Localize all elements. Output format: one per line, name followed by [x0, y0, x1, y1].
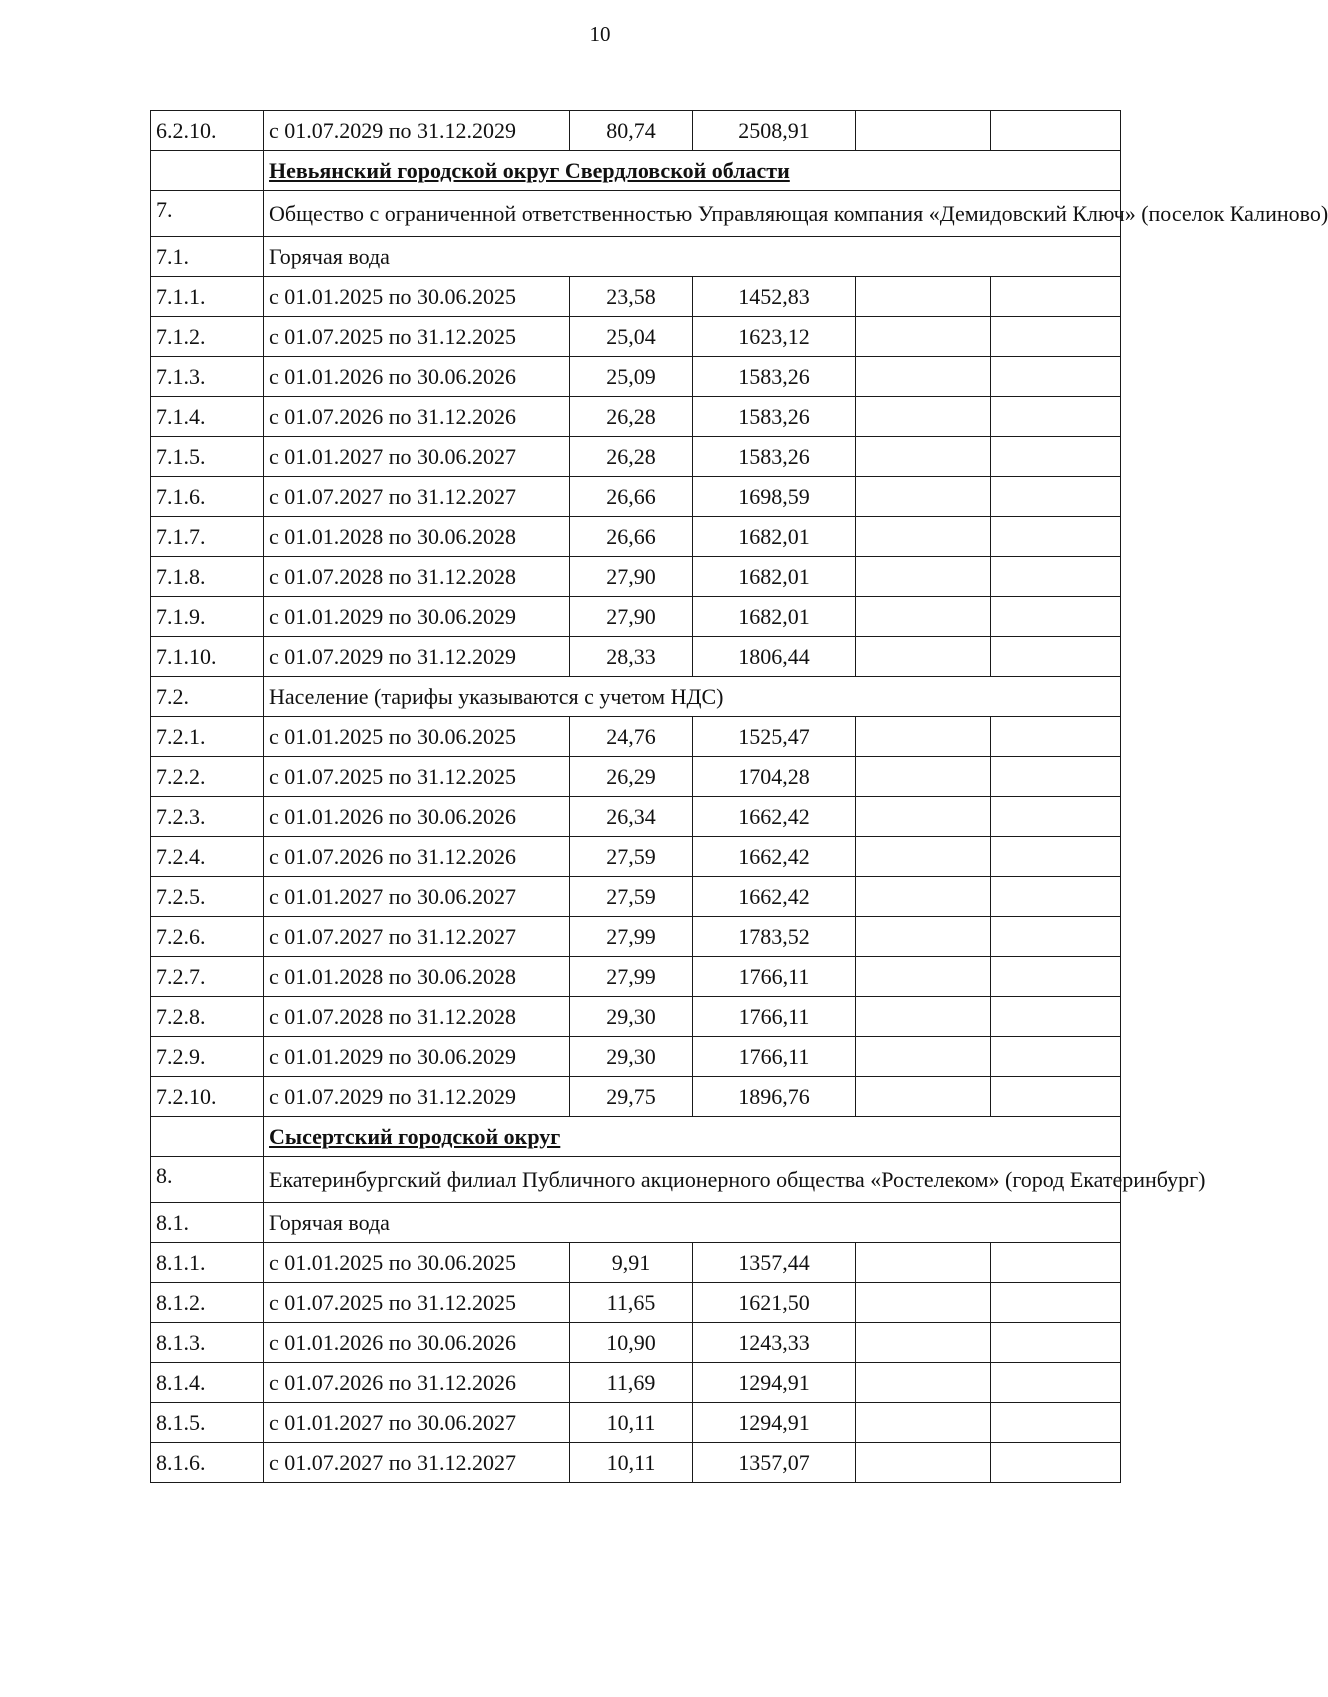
table-row	[151, 277, 1121, 317]
rate-cell: 26,34	[570, 797, 693, 837]
empty-cell	[991, 1037, 1121, 1077]
table-row	[151, 1077, 1121, 1117]
empty-cell	[991, 517, 1121, 557]
empty-cell	[856, 357, 991, 397]
empty-cell	[991, 111, 1121, 151]
period-cell: с 01.01.2027 по 30.06.2027	[264, 437, 570, 477]
row-number: 7.2.7.	[151, 957, 264, 997]
empty-cell	[991, 397, 1121, 437]
row-number: 7.1.8.	[151, 557, 264, 597]
price-cell: 1294,91	[693, 1363, 856, 1403]
row-number: 7.1.2.	[151, 317, 264, 357]
price-cell: 1452,83	[693, 277, 856, 317]
rate-cell: 27,90	[570, 597, 693, 637]
rate-cell: 11,65	[570, 1283, 693, 1323]
empty-cell	[856, 1077, 991, 1117]
table-row	[151, 597, 1121, 637]
group-title: Горячая вода	[264, 237, 1121, 277]
rate-cell: 10,11	[570, 1403, 693, 1443]
row-number: 8.1.	[151, 1203, 264, 1243]
period-cell: с 01.01.2027 по 30.06.2027	[264, 1403, 570, 1443]
group-row	[151, 1203, 1121, 1243]
table-row	[151, 757, 1121, 797]
row-number: 7.1.1.	[151, 277, 264, 317]
tariff-table	[150, 110, 1328, 1483]
period-cell: с 01.01.2025 по 30.06.2025	[264, 277, 570, 317]
period-cell: с 01.01.2026 по 30.06.2026	[264, 797, 570, 837]
empty-cell	[856, 517, 991, 557]
price-cell: 1662,42	[693, 837, 856, 877]
price-cell: 1682,01	[693, 597, 856, 637]
price-cell: 1243,33	[693, 1323, 856, 1363]
empty-cell	[991, 717, 1121, 757]
table-row	[151, 1037, 1121, 1077]
price-cell: 1662,42	[693, 877, 856, 917]
empty-cell	[856, 1323, 991, 1363]
table-row	[151, 111, 1121, 151]
empty-cell	[991, 557, 1121, 597]
rate-cell: 28,33	[570, 637, 693, 677]
period-cell: с 01.07.2026 по 31.12.2026	[264, 397, 570, 437]
table-row	[151, 797, 1121, 837]
period-cell: с 01.07.2027 по 31.12.2027	[264, 477, 570, 517]
empty-cell	[991, 1363, 1121, 1403]
empty-cell	[856, 597, 991, 637]
period-cell: с 01.07.2029 по 31.12.2029	[264, 1077, 570, 1117]
table-row	[151, 1403, 1121, 1443]
organization-name: Общество с ограниченной ответственностью Управляющая компания «Демидовский Ключ» (поселок Калиново)	[264, 191, 1121, 237]
period-cell: с 01.07.2027 по 31.12.2027	[264, 917, 570, 957]
empty-cell	[991, 597, 1121, 637]
table-row	[151, 1443, 1121, 1483]
price-cell: 1766,11	[693, 1037, 856, 1077]
price-cell: 1896,76	[693, 1077, 856, 1117]
section-row	[151, 151, 1121, 191]
row-number: 7.2.4.	[151, 837, 264, 877]
period-cell: с 01.07.2026 по 31.12.2026	[264, 1363, 570, 1403]
rate-cell: 23,58	[570, 277, 693, 317]
price-cell: 1357,44	[693, 1243, 856, 1283]
rate-cell: 10,90	[570, 1323, 693, 1363]
empty-cell	[856, 277, 991, 317]
price-cell: 1783,52	[693, 917, 856, 957]
group-title: Население (тарифы указываются с учетом НДС)	[264, 677, 1121, 717]
empty-cell	[856, 1363, 991, 1403]
period-cell: с 01.01.2025 по 30.06.2025	[264, 717, 570, 757]
organization-row	[151, 1157, 1121, 1203]
row-number: 8.1.4.	[151, 1363, 264, 1403]
period-cell: с 01.07.2029 по 31.12.2029	[264, 111, 570, 151]
empty-cell	[856, 917, 991, 957]
rate-cell: 26,66	[570, 517, 693, 557]
table-row	[151, 877, 1121, 917]
rate-cell: 29,30	[570, 997, 693, 1037]
empty-cell	[991, 357, 1121, 397]
empty-cell	[991, 1077, 1121, 1117]
table-row	[151, 917, 1121, 957]
empty-cell	[856, 637, 991, 677]
empty-cell	[856, 437, 991, 477]
table-row	[151, 517, 1121, 557]
rate-cell: 29,30	[570, 1037, 693, 1077]
row-number: 7.2.3.	[151, 797, 264, 837]
period-cell: с 01.07.2026 по 31.12.2026	[264, 837, 570, 877]
table-row	[151, 957, 1121, 997]
period-cell: с 01.01.2027 по 30.06.2027	[264, 877, 570, 917]
rate-cell: 11,69	[570, 1363, 693, 1403]
empty-cell	[991, 1443, 1121, 1483]
rate-cell: 26,28	[570, 397, 693, 437]
price-cell: 2508,91	[693, 111, 856, 151]
empty-cell	[991, 757, 1121, 797]
period-cell: с 01.01.2029 по 30.06.2029	[264, 1037, 570, 1077]
row-number: 7.1.	[151, 237, 264, 277]
row-number: 7.2.8.	[151, 997, 264, 1037]
section-row	[151, 1117, 1121, 1157]
row-number: 7.2.6.	[151, 917, 264, 957]
period-cell: с 01.07.2025 по 31.12.2025	[264, 757, 570, 797]
empty-cell	[856, 997, 991, 1037]
empty-cell	[991, 637, 1121, 677]
empty-cell	[991, 957, 1121, 997]
table-row	[151, 1243, 1121, 1283]
table-row	[151, 997, 1121, 1037]
period-cell: с 01.01.2029 по 30.06.2029	[264, 597, 570, 637]
price-cell: 1621,50	[693, 1283, 856, 1323]
empty-cell	[151, 1117, 264, 1157]
period-cell: с 01.07.2027 по 31.12.2027	[264, 1443, 570, 1483]
table-row	[151, 557, 1121, 597]
price-cell: 1583,26	[693, 437, 856, 477]
rate-cell: 27,99	[570, 957, 693, 997]
rate-cell: 9,91	[570, 1243, 693, 1283]
rate-cell: 25,09	[570, 357, 693, 397]
period-cell: с 01.07.2029 по 31.12.2029	[264, 637, 570, 677]
row-number: 7.1.3.	[151, 357, 264, 397]
price-cell: 1806,44	[693, 637, 856, 677]
page-number: 10	[589, 22, 611, 46]
row-number: 7.1.7.	[151, 517, 264, 557]
table-row	[151, 1363, 1121, 1403]
rate-cell: 27,59	[570, 837, 693, 877]
price-cell: 1766,11	[693, 957, 856, 997]
row-number: 8.1.6.	[151, 1443, 264, 1483]
rate-cell: 26,28	[570, 437, 693, 477]
empty-cell	[991, 1283, 1121, 1323]
price-cell: 1682,01	[693, 557, 856, 597]
empty-cell	[856, 957, 991, 997]
price-cell: 1525,47	[693, 717, 856, 757]
section-title: Невьянский городской округ Свердловской области	[264, 151, 1121, 191]
row-number: 7.2.9.	[151, 1037, 264, 1077]
empty-cell	[991, 277, 1121, 317]
row-number: 7.1.5.	[151, 437, 264, 477]
empty-cell	[991, 1243, 1121, 1283]
table-row	[151, 837, 1121, 877]
price-cell: 1662,42	[693, 797, 856, 837]
empty-cell	[856, 557, 991, 597]
row-number: 8.	[151, 1157, 264, 1203]
empty-cell	[856, 111, 991, 151]
table-row	[151, 437, 1121, 477]
row-number: 7.1.6.	[151, 477, 264, 517]
period-cell: с 01.01.2026 по 30.06.2026	[264, 1323, 570, 1363]
row-number: 7.	[151, 191, 264, 237]
price-cell: 1583,26	[693, 397, 856, 437]
row-number: 8.1.1.	[151, 1243, 264, 1283]
period-cell: с 01.01.2025 по 30.06.2025	[264, 1243, 570, 1283]
row-number: 7.2.	[151, 677, 264, 717]
period-cell: с 01.07.2025 по 31.12.2025	[264, 1283, 570, 1323]
section-title: Сысертский городской округ	[264, 1117, 1121, 1157]
table-row	[151, 717, 1121, 757]
price-cell: 1294,91	[693, 1403, 856, 1443]
empty-cell	[991, 1323, 1121, 1363]
table-row	[151, 397, 1121, 437]
row-number: 7.1.4.	[151, 397, 264, 437]
rate-cell: 29,75	[570, 1077, 693, 1117]
empty-cell	[991, 917, 1121, 957]
empty-cell	[856, 797, 991, 837]
empty-cell	[991, 1403, 1121, 1443]
price-cell: 1682,01	[693, 517, 856, 557]
empty-cell	[856, 837, 991, 877]
table-row	[151, 637, 1121, 677]
empty-cell	[151, 151, 264, 191]
period-cell: с 01.07.2025 по 31.12.2025	[264, 317, 570, 357]
rate-cell: 26,66	[570, 477, 693, 517]
empty-cell	[991, 797, 1121, 837]
organization-name: Екатеринбургский филиал Публичного акционерного общества «Ростелеком» (город Екатеринбург)	[264, 1157, 1121, 1203]
empty-cell	[856, 1403, 991, 1443]
price-cell: 1583,26	[693, 357, 856, 397]
price-cell: 1623,12	[693, 317, 856, 357]
row-number: 7.2.2.	[151, 757, 264, 797]
rate-cell: 26,29	[570, 757, 693, 797]
empty-cell	[856, 877, 991, 917]
empty-cell	[856, 317, 991, 357]
rate-cell: 27,99	[570, 917, 693, 957]
group-row	[151, 677, 1121, 717]
group-title: Горячая вода	[264, 1203, 1121, 1243]
table-row	[151, 357, 1121, 397]
rate-cell: 27,90	[570, 557, 693, 597]
period-cell: с 01.07.2028 по 31.12.2028	[264, 997, 570, 1037]
empty-cell	[991, 437, 1121, 477]
table-row	[151, 317, 1121, 357]
row-number: 7.2.5.	[151, 877, 264, 917]
row-number: 7.2.1.	[151, 717, 264, 757]
empty-cell	[856, 757, 991, 797]
row-number: 7.1.10.	[151, 637, 264, 677]
period-cell: с 01.01.2026 по 30.06.2026	[264, 357, 570, 397]
row-number: 8.1.3.	[151, 1323, 264, 1363]
period-cell: с 01.07.2028 по 31.12.2028	[264, 557, 570, 597]
empty-cell	[856, 1243, 991, 1283]
empty-cell	[856, 477, 991, 517]
empty-cell	[991, 317, 1121, 357]
price-cell: 1766,11	[693, 997, 856, 1037]
row-number: 7.2.10.	[151, 1077, 264, 1117]
group-row	[151, 237, 1121, 277]
table-row	[151, 1323, 1121, 1363]
row-number: 8.1.5.	[151, 1403, 264, 1443]
price-cell: 1704,28	[693, 757, 856, 797]
rate-cell: 24,76	[570, 717, 693, 757]
table-row	[151, 1283, 1121, 1323]
empty-cell	[856, 397, 991, 437]
row-number: 8.1.2.	[151, 1283, 264, 1323]
row-number: 6.2.10.	[151, 111, 264, 151]
row-number: 7.1.9.	[151, 597, 264, 637]
rate-cell: 27,59	[570, 877, 693, 917]
empty-cell	[856, 1443, 991, 1483]
period-cell: с 01.01.2028 по 30.06.2028	[264, 517, 570, 557]
rate-cell: 80,74	[570, 111, 693, 151]
table-row	[151, 477, 1121, 517]
period-cell: с 01.01.2028 по 30.06.2028	[264, 957, 570, 997]
empty-cell	[856, 717, 991, 757]
empty-cell	[991, 877, 1121, 917]
empty-cell	[856, 1037, 991, 1077]
empty-cell	[991, 477, 1121, 517]
rate-cell: 25,04	[570, 317, 693, 357]
empty-cell	[991, 837, 1121, 877]
tariff-table-body	[151, 111, 1328, 1483]
organization-row	[151, 191, 1121, 237]
price-cell: 1698,59	[693, 477, 856, 517]
empty-cell	[991, 997, 1121, 1037]
price-cell: 1357,07	[693, 1443, 856, 1483]
rate-cell: 10,11	[570, 1443, 693, 1483]
empty-cell	[856, 1283, 991, 1323]
